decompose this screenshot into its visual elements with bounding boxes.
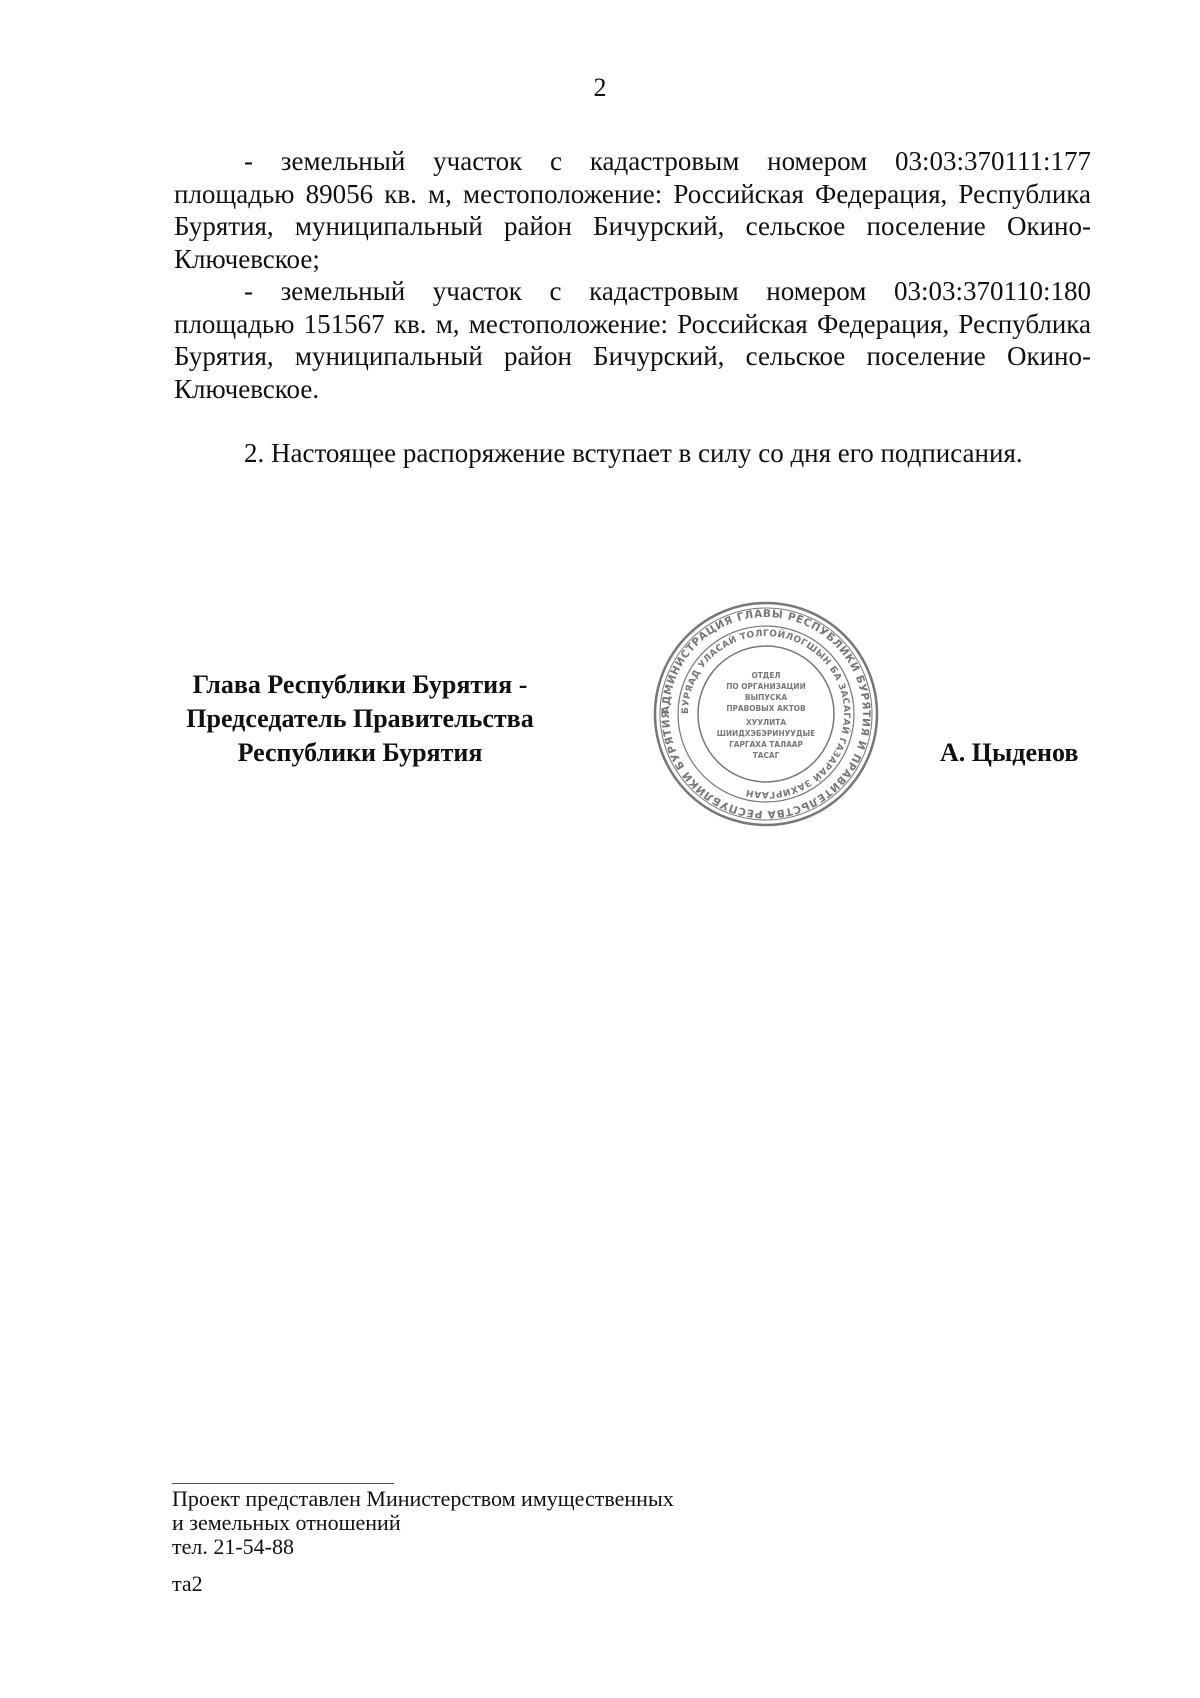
official-seal	[652, 600, 880, 828]
footer-divider	[172, 1483, 394, 1484]
seal-middle-ring	[678, 626, 854, 802]
document-code: та2	[172, 1571, 203, 1596]
seal-center-line: ХУУЛИТА	[745, 717, 787, 727]
page-number: 2	[593, 73, 607, 102]
footer-line: Проект представлен Министерством имущественных	[172, 1486, 674, 1511]
seal-center-text	[717, 670, 815, 760]
paragraph-effective-date: 2. Настоящее распоряжение вступает в силу со дня его подписания.	[244, 438, 1023, 468]
seal-inner-text-path: БУРЯАД УЛАСАЙ ТОЛГОЙЛОГШЫН БА ЗАСАГАЙ ГАЗАРАЙ ЗАХИРГААН	[680, 628, 852, 800]
footer-phone: тел. 21-54-88	[172, 1534, 295, 1559]
seal-center-line: ВЫПУСКА	[744, 692, 788, 702]
footer-line: и земельных отношений	[172, 1510, 401, 1535]
footer-note	[172, 1487, 872, 1559]
seal-center-line: ГАРГАХА ТАЛААР	[729, 739, 803, 749]
seal-outer-text	[660, 608, 872, 820]
signatory-title-line: Глава Республики Бурятия -	[192, 670, 528, 699]
seal-center-line: ШИИДХЭБЭРИНУУДЫЕ	[716, 728, 816, 738]
seal-center-line: ОТДЕЛ	[751, 670, 781, 680]
seal-center-line: ПО ОРГАНИЗАЦИИ	[726, 681, 806, 691]
signer-name: А. Цыденов	[940, 738, 1079, 767]
seal-center-line: ПРАВОВЫХ АКТОВ	[726, 703, 806, 713]
paragraph-land-plot-2: - земельный участок с кадастровым номером 03:03:370110:180 площадью 151567 кв. м, местоположение: Российская Федерация, Республика Бурятия, муниципальный район Бичурский, сельское поселение Окино-Ключевское.	[174, 276, 1091, 404]
seal-inner-ring	[698, 646, 834, 782]
signatory-title-line: Республики Бурятия	[237, 738, 483, 767]
paragraph-land-plot-1: - земельный участок с кадастровым номером 03:03:370111:177 площадью 89056 кв. м, местоположение: Российская Федерация, Республика Бурятия, муниципальный район Бичурский, сельское поселение Окино-Ключевское;	[174, 146, 1091, 274]
signatory-title-line: Председатель Правительства	[186, 704, 534, 733]
signatory-title	[150, 668, 570, 770]
seal-center-line: ТАСАГ	[752, 750, 780, 760]
document-body	[174, 145, 1091, 470]
seal-outer-text-path: АДМИНИСТРАЦИЯ ГЛАВЫ РЕСПУБЛИКИ БУРЯТИЯ И ПРАВИТЕЛЬСТВА РЕСПУБЛИКИ БУРЯТИЯ	[659, 607, 873, 821]
seal-inner-text	[681, 628, 852, 799]
